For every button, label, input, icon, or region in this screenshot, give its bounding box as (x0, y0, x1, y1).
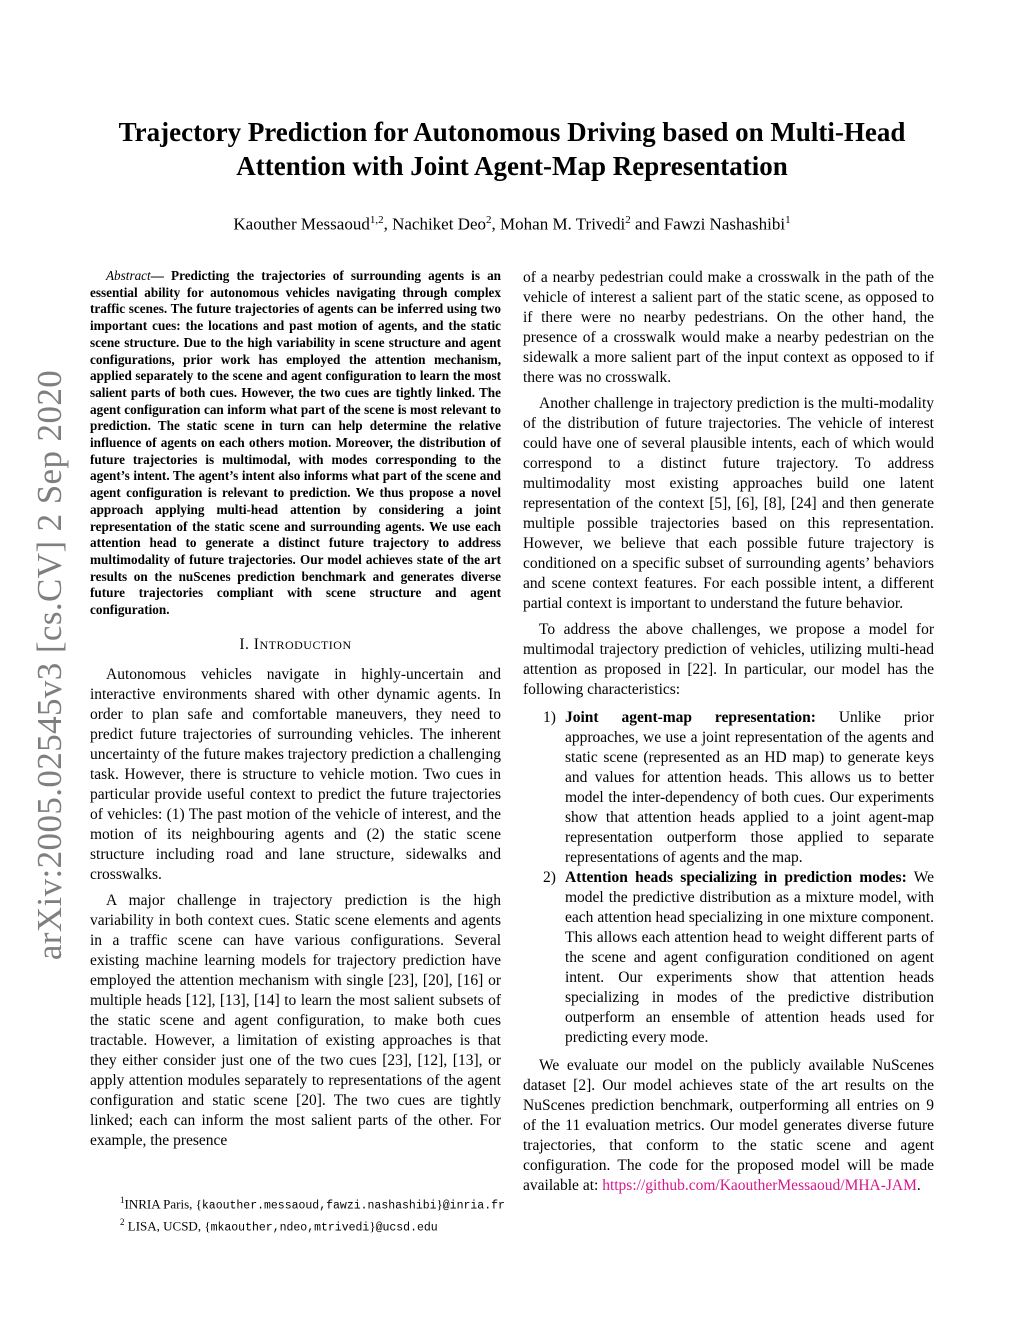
footnote-brace-close: } (369, 1218, 376, 1234)
footnote-affiliation: INRIA Paris, (124, 1196, 196, 1212)
author-separator: , (491, 214, 501, 234)
author-separator: , (383, 214, 393, 234)
footnote-mark: 1 (120, 1195, 125, 1205)
list-item-heading: Attention heads specializing in prediction modes: (565, 869, 907, 886)
footnote-2 (120, 1214, 520, 1236)
footnotes (120, 1192, 520, 1237)
list-item-heading: Joint agent-map representation: (565, 709, 816, 726)
characteristics-list (523, 708, 934, 1048)
author-list (60, 208, 964, 237)
list-item-number: 1) (543, 709, 556, 726)
footnote-1 (120, 1192, 520, 1214)
left-column (90, 268, 501, 1151)
list-item-number: 2) (543, 869, 556, 886)
footnote-affiliation: LISA, UCSD, (124, 1218, 205, 1234)
author-affiliation: 2 (486, 214, 492, 226)
abstract-label: Abstract (106, 268, 151, 283)
intro-paragraph-3: Another challenge in trajectory prediction is the multi-modality of the distribution of future trajectories. The vehicle of interest could have one of several plausible intents, each of which would correspond to a distinct future trajectory. To address multimodality most existing approaches build one latent representation of the context [5], [6], [8], [24] and then generate multiple possible trajectories based on this representation. However, we believe that each possible future trajectory is conditioned on a specific subset of surrounding agents’ behaviors and scene context features. For each possible intent, a different partial context is important to understand the future behavior. (523, 395, 934, 612)
list-item (523, 868, 934, 1048)
intro-paragraph-2: A major challenge in trajectory prediction is the high variability in both context cues. Static scene elements and agents in a traffic scene can have various configurations. Several existing machine learning models for trajectory prediction have employed the attention mechanism with single [23], [20], [16] or multiple heads [12], [13], [14] to learn the most salient subsets of the static scene and agent configuration, to make both cues tractable. However, a limitation of existing approaches is that they either consider just one of the two cues [23], [12], [13], or apply attention modules separately to representations of the agent configuration and static scene [20]. The two cues are tightly linked; each can inform the most salient parts of the other. For example, the presence (90, 891, 501, 1149)
section-heading-introduction (90, 635, 501, 655)
paper-title (60, 115, 964, 183)
title-line-2: Attention with Joint Agent-Map Representation (236, 151, 788, 181)
footnote-domain: @inria.fr (442, 1199, 505, 1213)
abstract (90, 268, 501, 619)
paragraph-5-end: . (916, 1177, 921, 1194)
footnote-brace-open: { (195, 1196, 202, 1212)
abstract-dash: — (150, 268, 172, 283)
footnote-brace-open: { (204, 1218, 211, 1234)
author-name: Kaouther Messaoud (233, 214, 370, 234)
arxiv-identifier: arXiv:2005.02545v3 [cs.CV] 2 Sep 2020 (30, 369, 69, 961)
author-separator: and (630, 214, 664, 234)
footnote-emails: mkaouther,ndeo,mtrivedi (210, 1221, 370, 1235)
section-title-initial: I (253, 635, 260, 653)
intro-paragraph-2-continued: of a nearby pedestrian could make a crosswalk in the path of the vehicle of interest a salient part of the static scene, as opposed to if there were no nearby pedestrians. On the other hand, the presence of a crosswalk would make a nearby pedestrian on the sidewalk a more salient part of the input context as opposed to if there was no crosswalk. (523, 269, 934, 386)
title-line-1: Trajectory Prediction for Autonomous Driving based on Multi-Head (118, 117, 906, 147)
abstract-text: Predicting the trajectories of surrounding agents is an essential ability for autonomous vehicles navigating through complex traffic scenes. The future trajectories of agents can be inferred using two important cues: the locations and past motion of agents, and the static scene structure. Due to the high variability in scene structure and agent configurations, prior work has employed the attention mechanism, applied separately to the scene and agent configuration to learn the most salient parts of both cues. However, the two cues are tightly linked. The agent configuration can inform what part of the scene is most relevant to prediction. The static scene in turn can help determine the relative influence of agents on each others motion. Moreover, the distribution of future trajectories is multimodal, with modes corresponding to the agent’s intent. The agent’s intent also informs what part of the scene and agent configuration is relevant to prediction. We thus propose a novel approach applying multi-head attention by considering a joint representation of the static scene and surrounding agents. We use each attention head to generate a distinct future trajectory to address multimodality of future trajectories. Our model achieves state of the art results on the nuScenes prediction benchmark and generates diverse future trajectories compliant with scene structure and agent configuration. (90, 268, 502, 618)
author-name: Nachiket Deo (392, 214, 487, 234)
list-item (523, 708, 934, 868)
footnote-domain: @ucsd.edu (375, 1221, 438, 1235)
list-item-text: Unlike prior approaches, we use a joint representation of the agents and static scene (represented as an HD map) to generate keys and values for attention heads. This allows us to better model the inter-dependency of both cues. Our experiments show that attention heads applied to a joint agent-map representation outperform those applied to separate representations of agents and the map. (565, 709, 934, 866)
intro-paragraph-4: To address the above challenges, we propose a model for multimodal trajectory prediction of vehicles, utilizing multi-head attention as proposed in [22]. In particular, our model has the following characteristics: (523, 621, 934, 698)
list-item-text: We model the predictive distribution as a mixture model, with each attention head specializing in one mixture component. This allows each attention head to weight different parts of the scene and agent configuration conditioned on agent intent. Our experiments show that attention heads specializing in modes of the predictive distribution outperform an ensemble of attention heads used for predicting every mode. (565, 869, 935, 1046)
author-affiliation: 1 (785, 214, 791, 226)
author-affiliation: 2 (625, 214, 631, 226)
section-numeral: I. (239, 635, 254, 653)
right-column (523, 268, 934, 1196)
intro-paragraph-5 (523, 1056, 934, 1196)
author-affiliation: 1,2 (369, 214, 384, 226)
footnote-brace-close: } (436, 1196, 443, 1212)
author-name: Fawzi Nashashibi (663, 214, 786, 234)
footnote-emails: kaouther.messaoud,fawzi.nashashibi (201, 1199, 437, 1213)
footnote-mark: 2 (120, 1217, 125, 1228)
code-repository-link[interactable]: https://github.com/KaoutherMessaoud/MHA-JAM (602, 1177, 917, 1194)
section-title-rest: NTRODUCTION (259, 637, 352, 652)
author-name: Mohan M. Trivedi (500, 214, 626, 234)
paragraph-5-text: We evaluate our model on the publicly available NuScenes dataset [2]. Our model achieves state of the art results on the NuScenes prediction benchmark, outperforming all entries on 9 of the 11 evaluation metrics. Our model generates diverse future trajectories, that conform to the static scene and agent configuration. The code for the proposed model will be made available at: (523, 1057, 934, 1194)
intro-paragraph-1: Autonomous vehicles navigate in highly-uncertain and interactive environments shared with other dynamic agents. In order to plan safe and comfortable maneuvers, they need to predict future trajectories of surrounding vehicles. The inherent uncertainty of the future makes trajectory prediction a challenging task. However, there is structure to vehicle motion. Two cues in particular provide useful context to predict the future trajectories of vehicles: (1) The past motion of the vehicle of interest, and the motion of its neighbouring agents and (2) the static scene structure including road and lane structure, sidewalks and crosswalks. (90, 665, 501, 883)
